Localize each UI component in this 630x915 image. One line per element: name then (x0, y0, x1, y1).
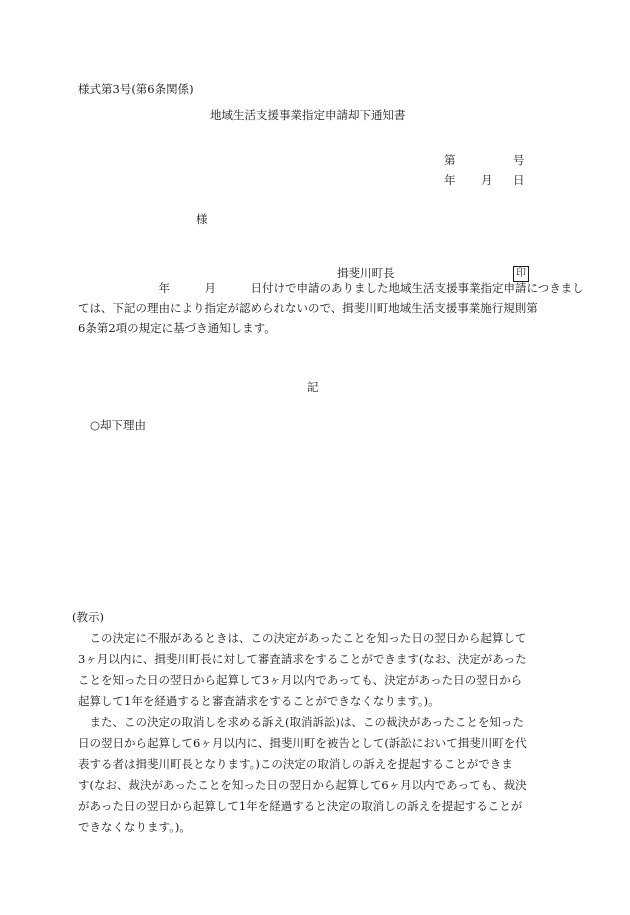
date-day: 日 (513, 173, 525, 187)
doc-number-suffix: 号 (513, 153, 525, 167)
reason-heading: ○却下理由 (90, 418, 147, 432)
doc-number-prefix: 第 (444, 153, 456, 167)
document-title: 地域生活支援事業指定申請却下通知書 (210, 108, 406, 122)
notice-line: があった日の翌日から起算して1年を経過すると決定の取消しの訴えを提起することが (78, 799, 523, 813)
notice-line: 表する者は揖斐川町長となります。)この決定の取消しの訴えを提起することができま (78, 757, 513, 771)
issuer-name: 揖斐川町長 (337, 266, 395, 280)
body-line: 6条第2項の規定に基づき通知します。 (78, 321, 276, 335)
notice-heading: (教示) (72, 610, 104, 624)
body-line: 年 月 日付けで申請のありました地域生活支援事業指定申請につきまし (78, 281, 584, 295)
notice-line: ことを知った日の翌日から起算して3ヶ月以内であっても、決定があった日の翌日から (78, 673, 523, 687)
seal-mark: 印 (513, 266, 529, 282)
notice-line: 日の翌日から起算して6ヶ月以内に、揖斐川町を被告として(訴訟において揖斐川町を代 (78, 736, 527, 750)
notice-line: また、この決定の取消しを求める訴え(取消訴訟)は、この裁決があったことを知った (89, 715, 524, 729)
notice-line: 3ヶ月以内に、揖斐川町長に対して審査請求をすることができます(なお、決定があった (78, 652, 527, 666)
body-line: ては、下記の理由により指定が認められないので、揖斐川町地域生活支援事業施行規則第 (78, 301, 538, 315)
form-label: 様式第3号(第6条関係) (78, 82, 194, 96)
date-month: 月 (481, 173, 493, 187)
date-year: 年 (444, 173, 456, 187)
ki-marker: 記 (307, 380, 319, 394)
notice-line: 起算して1年を経過すると審査請求をすることができなくなります。)。 (78, 694, 440, 708)
addressee-honorific: 様 (196, 212, 208, 226)
notice-line: す(なお、裁決があったことを知った日の翌日から起算して6ヶ月以内であっても、裁決 (78, 778, 527, 792)
notice-line: できなくなります。)。 (78, 820, 191, 834)
notice-line: この決定に不服があるときは、この決定があったことを知った日の翌日から起算して (89, 631, 527, 645)
body-paragraph (78, 278, 584, 338)
notice-section (72, 607, 562, 838)
